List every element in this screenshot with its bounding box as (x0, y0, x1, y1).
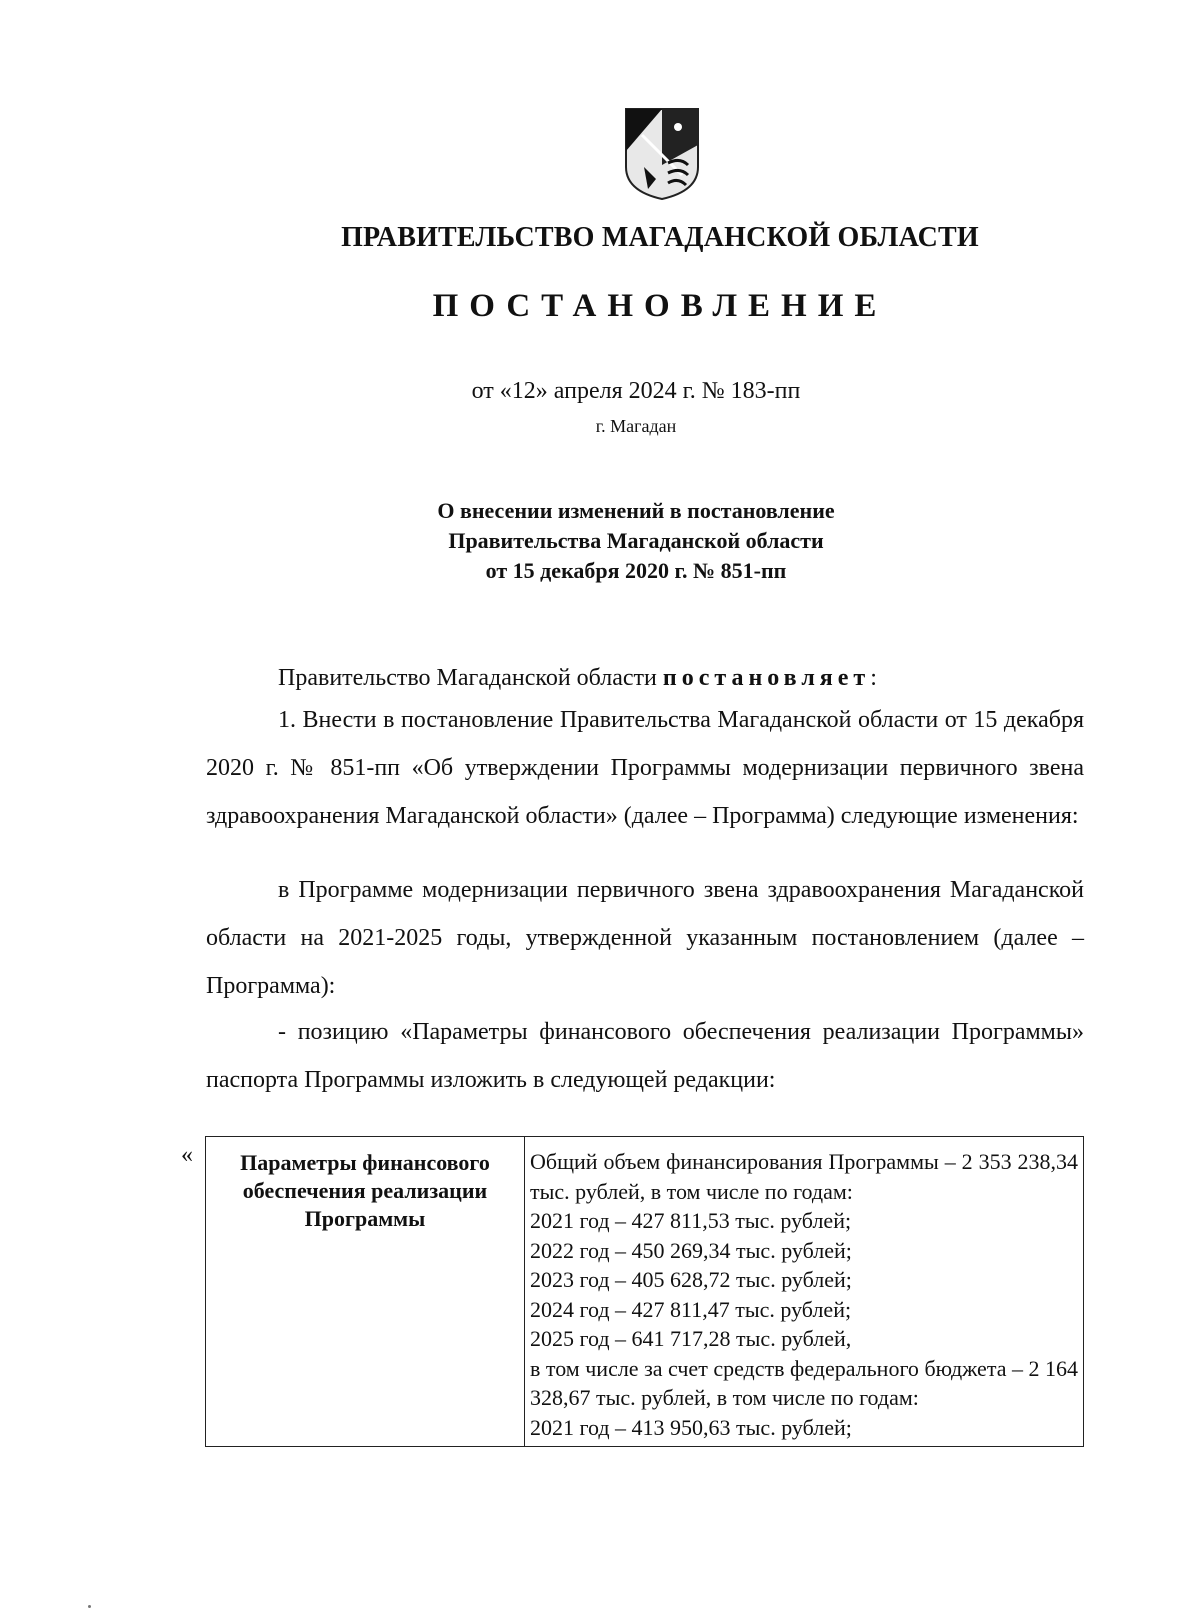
coat-of-arms-emblem (622, 105, 702, 201)
intro-paragraph (206, 654, 1084, 702)
intro-spaced-word: постановляет (662, 665, 871, 691)
subject-line: Правительства Магаданской области (448, 528, 824, 553)
paragraph-2 (206, 866, 1084, 1010)
date-number-line: от «12» апреля 2024 г. № 183-пп (471, 378, 801, 404)
document-type-title: ПОСТАНОВЛЕНИЕ (432, 288, 888, 324)
financing-line: 2022 год – 450 269,34 тыс. рублей; (530, 1237, 852, 1263)
parameter-name-text: Параметры финансового обеспечения реализации Программы (240, 1150, 490, 1231)
paragraph-3 (206, 1008, 1084, 1104)
paragraph-2-text: в Программе модернизации первичного звена здравоохранения Магаданской области на 2021-2025 годы, утвержденной указанным постановлением (далее – Программа): (206, 877, 1084, 999)
paragraph-1-text: 1. Внести в постановление Правительства Магаданской области от 15 декабря 2020 г. № 851-пп «Об утверждении Программы модернизации первичного звена здравоохранения Магаданской области» (далее – Программа) следующие изменения: (206, 707, 1084, 829)
financing-line: в том числе за счет средств федерального бюджета – 2 164 328,67 тыс. рублей, в том числе по годам: (530, 1355, 1078, 1410)
financing-line: 2023 год – 405 628,72 тыс. рублей; (530, 1267, 852, 1292)
paragraph-3-text: - позицию «Параметры финансового обеспечения реализации Программы» паспорта Программы изложить в следующей редакции: (206, 1019, 1084, 1093)
financing-line: Общий объем финансирования Программы – 2 353 238,34 тыс. рублей, в том числе по годам: (530, 1149, 1078, 1204)
subject-line: О внесении изменений в постановление (437, 498, 835, 523)
organization-title: ПРАВИТЕЛЬСТВО МАГАДАНСКОЙ ОБЛАСТИ (341, 222, 979, 253)
subject-line: от 15 декабря 2020 г. № 851-пп (485, 558, 787, 583)
financing-line: 2021 год – 413 950,63 тыс. рублей; (530, 1414, 852, 1440)
parameter-name-cell (206, 1137, 525, 1447)
document-subject (0, 496, 1200, 586)
city-line: г. Магадан (595, 416, 677, 436)
paragraph-1 (206, 696, 1084, 840)
financing-line: 2024 год – 427 811,47 тыс. рублей; (530, 1296, 852, 1322)
parameter-value-cell (525, 1137, 1084, 1447)
financing-line: 2021 год – 427 811,53 тыс. рублей; (530, 1208, 852, 1233)
intro-suffix: : (870, 665, 877, 691)
scan-speck (88, 1605, 91, 1608)
financing-parameters-table (205, 1136, 1084, 1447)
intro-prefix: Правительство Магаданской области (278, 665, 663, 691)
opening-quote-mark: « (181, 1142, 193, 1168)
financing-line: 2025 год – 641 717,28 тыс. рублей, (530, 1326, 852, 1351)
table-row (206, 1137, 1084, 1447)
